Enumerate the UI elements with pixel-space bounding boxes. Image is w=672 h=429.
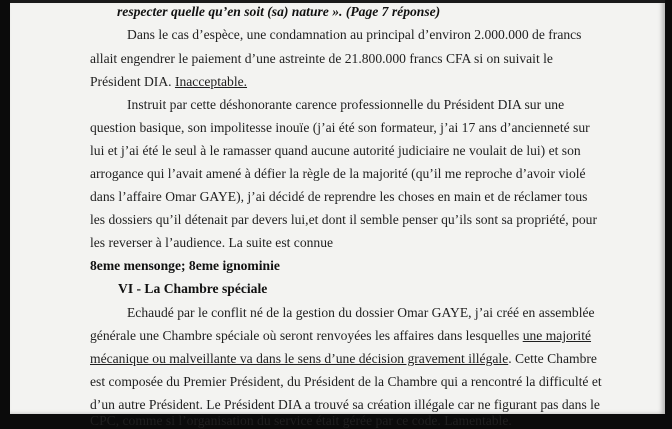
paragraph-line [90,143,581,159]
line-text: allait engendrer le paiement d’une astreinte de 21.800.000 francs CFA si on suivait le [90,51,553,66]
line-text: 8eme mensonge; 8eme ignominie [90,258,280,273]
section-heading [118,281,267,297]
paragraph-line [127,97,564,113]
section-subheading [90,258,280,274]
line-text: CPC, comme si l’organisation du service était gérée par ce code. Lamentable. [90,413,512,428]
paragraph-line [127,27,581,43]
line-text: question basique, son impolitesse inouïe (j’ai été son formateur, j’ai 17 ans d’ancienneté sur [90,120,590,135]
line-text: Président DIA. [90,74,175,89]
line-text: générale une Chambre spéciale où seront renvoyées les affaires dans lesquelles [90,328,523,343]
paragraph-line [90,51,553,67]
paragraph-line [90,166,586,182]
underlined-text: mécanique ou malveillante va dans le sens d’une décision gravement illégale [90,351,509,366]
line-text: Dans le cas d’espèce, une condamnation au principal d’environ 2.000.000 de francs [127,27,582,42]
line-text: est composée du Premier Président, du Président de la Chambre qui a rencontré la difficulté et [90,374,602,389]
paragraph-line [90,328,591,344]
paragraph-line-cut [90,413,512,429]
line-text: respecter quelle qu’en soit (sa) nature ». (Page 7 réponse) [117,4,441,19]
line-text: Echaudé par le conflit né de la gestion du dossier Omar GAYE, j’ai créé en assemblée [127,305,595,320]
paragraph-line [90,397,600,413]
line-text: arrogance qui l’avait amené à défier la règle de la majorité (qu’il me reproche d’avoir violé [90,166,586,181]
line-text: lui et j’ai été le seul à le ramasser quand aucune autorité judiciaire ne voulait de lui) et son [90,143,581,158]
paragraph-line [90,235,333,251]
line-text: dans l’affaire Omar GAYE), j’ai décidé de reprendre les choses en main et de réclamer tous [90,189,588,204]
line-text: les reverser à l’audience. La suite est connue [90,235,334,250]
paragraph-line [90,212,597,228]
paragraph-line [127,305,595,321]
paragraph-line [90,351,597,367]
top-edge [10,0,665,3]
paragraph-line [90,74,247,90]
line-text: Instruit par cette déshonorante carence professionnelle du Président DIA sur une [127,97,565,112]
line-text: d’un autre Président. Le Président DIA a trouvé sa création illégale car ne figurant pas dans le [90,397,600,412]
line-text: les dossiers qu’il détenait par devers lui,et dont il semble penser qu’ils sont sa propriété, pour [90,212,598,227]
quote-reference-line [117,4,440,20]
paragraph-line [90,189,587,205]
underlined-text: une majorité [522,328,592,343]
line-text: . Cette Chambre [508,351,597,366]
document-page [10,0,665,428]
paragraph-line [90,120,590,136]
line-text: VI - La Chambre spéciale [118,281,268,296]
underlined-text: Inacceptable. [174,74,248,89]
paragraph-line [90,374,602,390]
